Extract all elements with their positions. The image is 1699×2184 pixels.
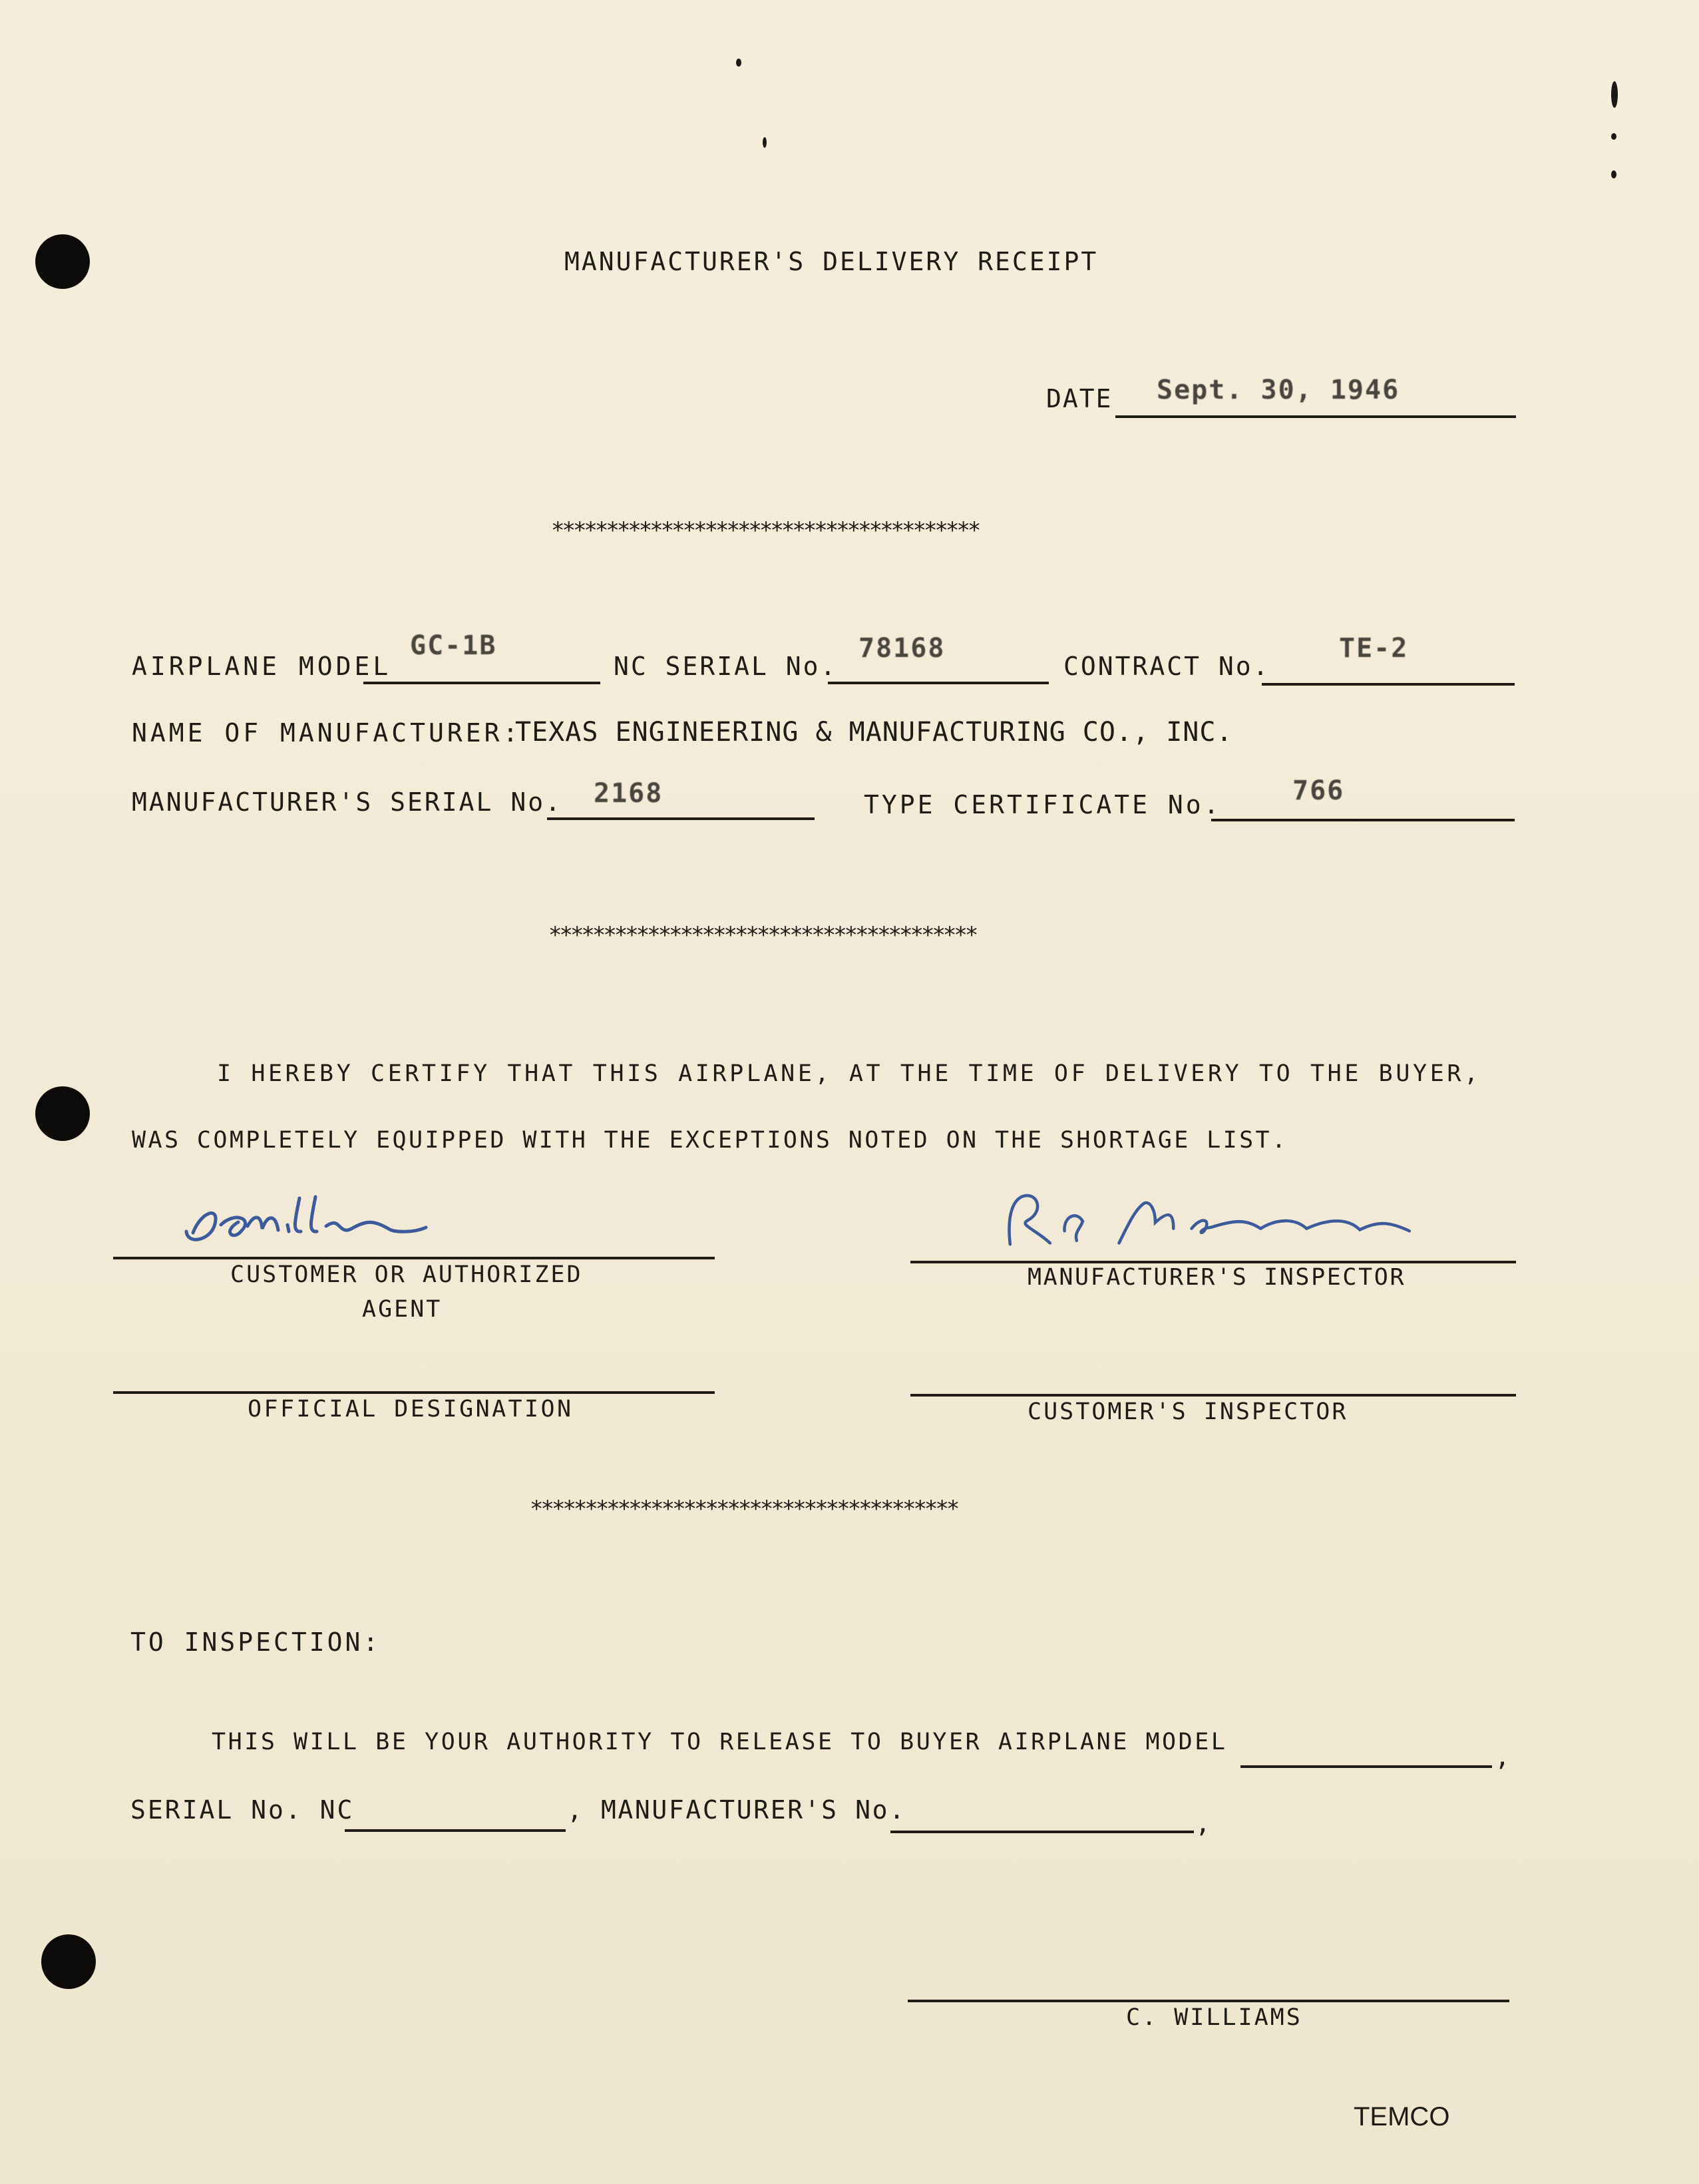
document-title: MANUFACTURER'S DELIVERY RECEIPT bbox=[564, 247, 1099, 276]
type-certificate-label: TYPE CERTIFICATE No. bbox=[864, 790, 1222, 819]
release-comma-2: , bbox=[1195, 1809, 1214, 1838]
ink-speck bbox=[736, 59, 741, 67]
contract-value: TE-2 bbox=[1339, 633, 1409, 664]
manufacturer-serial-value: 2168 bbox=[594, 778, 663, 809]
date-value: Sept. 30, 1946 bbox=[1157, 375, 1400, 405]
contract-line bbox=[1262, 683, 1515, 686]
date-line bbox=[1115, 415, 1516, 418]
customer-inspector-label: CUSTOMER'S INSPECTOR bbox=[1028, 1399, 1348, 1425]
separator-3: *************************************** bbox=[530, 1498, 958, 1520]
type-certificate-line bbox=[1211, 819, 1515, 821]
customer-label-1: CUSTOMER OR AUTHORIZED bbox=[230, 1261, 583, 1288]
binder-hole-middle bbox=[35, 1086, 90, 1141]
nc-serial-label: NC SERIAL No. bbox=[614, 652, 838, 681]
customer-signature-line bbox=[113, 1257, 715, 1259]
airplane-model-value: GC-1B bbox=[410, 630, 497, 661]
contract-label: CONTRACT No. bbox=[1063, 652, 1270, 681]
certification-line-2: WAS COMPLETELY EQUIPPED WITH THE EXCEPTIONS NOTED ON THE SHORTAGE LIST. bbox=[132, 1127, 1288, 1154]
airplane-model-line bbox=[363, 682, 600, 684]
customer-inspector-line bbox=[910, 1394, 1516, 1397]
manufacturer-name-value: TEXAS ENGINEERING & MANUFACTURING CO., INC. bbox=[515, 717, 1233, 748]
nc-serial-value: 78168 bbox=[858, 633, 946, 664]
release-line-1: THIS WILL BE YOUR AUTHORITY TO RELEASE TO BUYER AIRPLANE MODEL bbox=[212, 1729, 1228, 1755]
release-manufacturer-label: , MANUFACTURER'S No. bbox=[567, 1795, 906, 1825]
release-heading: TO INSPECTION: bbox=[130, 1628, 381, 1657]
certification-line-1: I HEREBY CERTIFY THAT THIS AIRPLANE, AT THE TIME OF DELIVERY TO THE BUYER, bbox=[217, 1060, 1481, 1087]
signer-line bbox=[908, 2000, 1509, 2002]
release-model-line bbox=[1240, 1765, 1492, 1768]
release-serial-line bbox=[345, 1829, 566, 1832]
ink-speck bbox=[1611, 133, 1616, 140]
binder-hole-top bbox=[35, 234, 90, 289]
manufacturer-serial-label: MANUFACTURER'S SERIAL No. bbox=[132, 787, 562, 817]
inspector-label: MANUFACTURER'S INSPECTOR bbox=[1028, 1264, 1406, 1291]
manufacturer-name-label: NAME OF MANUFACTURER: bbox=[132, 718, 522, 748]
airplane-model-label: AIRPLANE MODEL bbox=[132, 652, 392, 681]
ink-speck bbox=[763, 137, 767, 148]
binder-hole-bottom bbox=[41, 1934, 96, 1989]
release-manufacturer-line bbox=[890, 1831, 1194, 1833]
customer-signature bbox=[174, 1185, 520, 1251]
separator-2: *************************************** bbox=[548, 924, 976, 947]
signer-name: C. WILLIAMS bbox=[1126, 2004, 1302, 2031]
official-designation-line bbox=[113, 1391, 715, 1394]
type-certificate-value: 766 bbox=[1292, 775, 1345, 806]
release-serial-label: SERIAL No. NC bbox=[130, 1795, 355, 1825]
official-designation-label: OFFICIAL DESIGNATION bbox=[248, 1396, 574, 1422]
manufacturer-serial-line bbox=[547, 817, 815, 820]
inspector-signature bbox=[969, 1186, 1475, 1253]
ink-speck bbox=[1611, 81, 1618, 108]
nc-serial-line bbox=[828, 682, 1049, 684]
separator-1: *************************************** bbox=[551, 519, 979, 542]
release-comma-1: , bbox=[1495, 1742, 1513, 1771]
ink-speck bbox=[1611, 170, 1616, 178]
customer-label-2: AGENT bbox=[362, 1296, 443, 1323]
footer-temco: TEMCO bbox=[1354, 2102, 1450, 2131]
inspector-signature-line bbox=[910, 1261, 1516, 1263]
date-label: DATE bbox=[1046, 384, 1113, 413]
